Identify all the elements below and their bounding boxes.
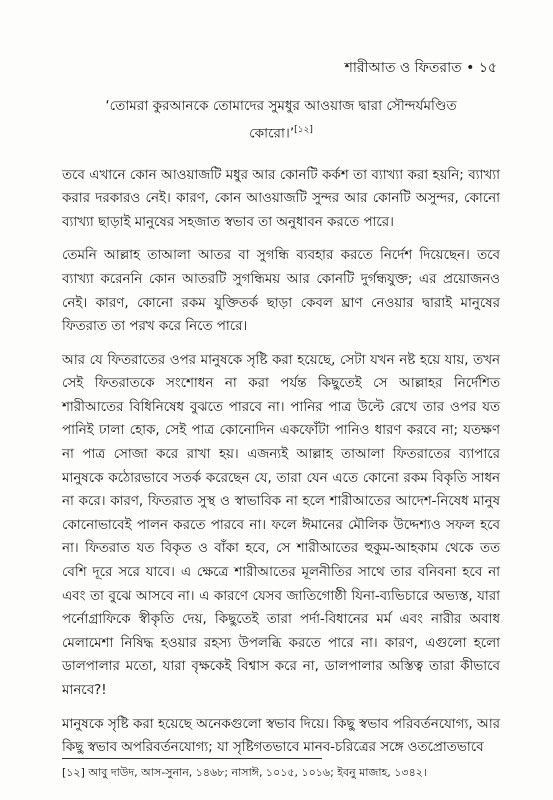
paragraph-4: মানুষকে সৃষ্টি করা হয়েছে অনেকগুলো স্বভাব দিয়ে। কিছু স্বভাব পরিবর্তনযোগ্য, আর কিছু স্বভাব অপরিবর্তনযোগ্য; যা সৃষ্টিগতভাবে মানব-চরিত্রের সঙ্গে ওতপ্রোতভাবে (62, 716, 500, 756)
paragraph-3: আর যে ফিতরাতের ওপর মানুষকে সৃষ্টি করা হয়েছে, সেটা যখন নষ্ট হয়ে যায়, তখন সেই ফিতরাতকে সংশোধন না করা পর্যন্ত কিছুতেই সে আল্লাহর নির্দেশিত শারীআতের বিধিনিষেধ বুঝতে পারবে না। পানির পাত্র উল্টে রেখে তার ওপর যত পানিই ঢালা হোক, সেই পাত্র কোনোদিন একফোঁটা পানিও ধারণ করবে না; যতক্ষণ না পাত্র সোজা করে রাখা হয়। এজন্যই আল্লাহ তাআলা ফিতরাতের ব্যাপারে মানুষকে কঠোরভাবে সতর্ক করেছেন যে, তারা যেন এতে কোনো রকম বিকৃতি সাধন না করে। কারণ, ফিতরাত সুস্থ ও স্বাভাবিক না হলে শারীআতের আদেশ-নিষেধ মানুষ কোনোভাবেই পালন করতে পারবে না। ফলে ঈমানের মৌলিক উদ্দেশ্যও সফল হবে না। ফিতরাত যত বিকৃত ও বাঁকা হবে, সে শারীআতের হুকুম-আহকাম থেকে তত বেশি দূরে সরে যাবে। এ ক্ষেত্রে শারীআতের মূলনীতির সাথে তার বনিবনা হবে না এবং তা বুঝে আসবে না। এ কারণে যেসব জাতিগোষ্ঠী যিনা-ব্যভিচারে অভ্যস্ত, যারা পর্নোগ্রাফিকে স্বীকৃতি দেয়, কিছুতেই তারা পর্দা-বিধানের মর্ম এবং নারীর অবাধ মেলামেশা নিষিদ্ধ হওয়ার রহস্য উপলব্ধি করতে পারে না। কারণ, এগুলো হলো ডালপালার মতো, যারা বৃক্ষকেই বিশ্বাস করে না, ডালপালার অস্তিত্ব তারা কীভাবে মানবে?! (62, 352, 500, 698)
paragraph-1: তবে এখানে কোন আওয়াজটি মধুর আর কোনটি কর্কশ তা ব্যাখ্যা করা হয়নি; ব্যাখ্যা করার দরকারও নেই। কারণ, কোন আওয়াজটি সুন্দর আর কোনটি অসুন্দর, কোনো ব্যাখ্যা ছাড়াই মানুষের সহজাত স্বভাব তা অনুধাবন করতে পারে। (62, 167, 500, 230)
quote-line-2: কোরো।’ (249, 125, 295, 142)
page-body (62, 94, 500, 770)
footnote-divider (62, 758, 322, 759)
hadith-quote (62, 94, 500, 146)
quote-line-1: ‘তোমরা কুরআনকে তোমাদের সুমধুর আওয়াজ দ্বারা সৌন্দর্যমণ্ডিত (105, 98, 457, 114)
footnote: [১২] আবু দাউদ, আস-সুনান, ১৪৬৮; নাসাঈ, ১০১৫, ১০১৬; ইবনু মাজাহ, ১৩৪২। (62, 766, 427, 779)
running-header: শারীআত ও ফিতরাত • ১৫ (344, 60, 497, 76)
paragraph-2: তেমনি আল্লাহ তাআলা আতর বা সুগন্ধি ব্যবহার করতে নির্দেশ দিয়েছেন। তবে ব্যাখ্যা করেননি কোন আতরটি সুগন্ধিময় আর কোনটি দুর্গন্ধযুক্ত; এর প্রয়োজনও নেই। কারণ, কোনো রকম যুক্তিতর্ক ছাড়া কেবল ঘ্রাণ নেওয়ার দ্বারাই মানুষের ফিতরাত তা পরখ করে নিতে পারে। (62, 248, 500, 335)
footnote-marker: [১২] (294, 125, 313, 135)
